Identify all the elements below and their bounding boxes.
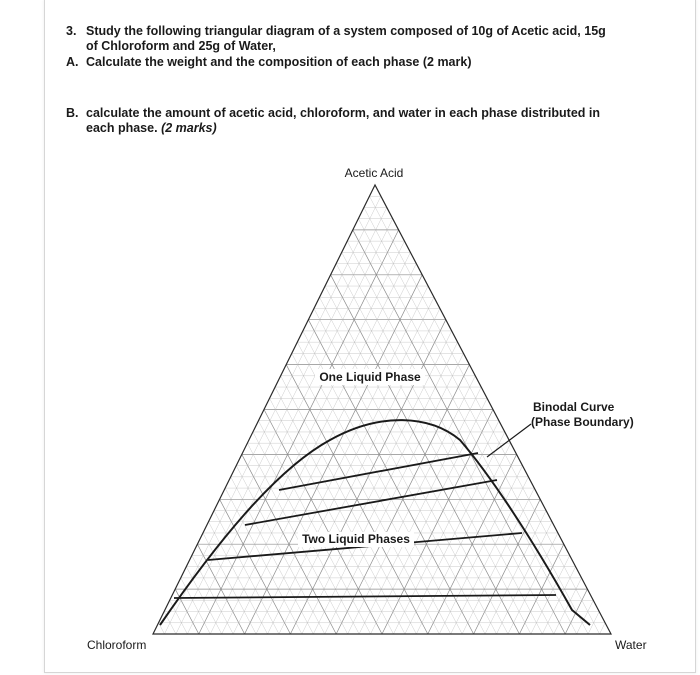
question-text-line2: of Chloroform and 25g of Water,	[86, 39, 276, 53]
tie-line-4	[174, 595, 556, 598]
grid-line	[256, 286, 428, 634]
grid-line	[258, 421, 370, 634]
grid-line	[600, 623, 606, 634]
grid-line	[347, 241, 554, 634]
grid-line	[314, 308, 485, 634]
part-b-text-line1: calculate the amount of acetic acid, chloroform, and water in each phase distributed in	[86, 106, 601, 120]
one-liquid-phase-label: One Liquid Phase	[319, 370, 421, 384]
grid-line	[279, 308, 440, 634]
grid-line	[485, 511, 546, 634]
right-vertex-label: Water	[615, 638, 647, 652]
grid-line	[393, 421, 498, 634]
binodal-curve-label: Binodal Curve	[533, 400, 615, 414]
part-a-letter: A.	[66, 55, 79, 69]
grid-line	[203, 533, 256, 634]
left-vertex-label: Chloroform	[87, 638, 147, 652]
tie-line-1	[279, 453, 478, 490]
binodal-leader-line	[487, 424, 531, 457]
question-text-line1: Study the following triangular diagram of a system composed of 10g of Acetic acid, 15g	[86, 24, 606, 38]
grid-line	[210, 241, 404, 634]
grid-line	[236, 466, 325, 634]
question-number: 3.	[66, 24, 77, 38]
part-a-text: Calculate the weight and the composition of each phase (2 mark)	[86, 55, 472, 69]
part-b-marks: (2 marks)	[161, 121, 217, 135]
grid-line	[336, 264, 531, 634]
grid-line	[439, 466, 522, 634]
grid-line	[462, 488, 534, 634]
part-b-letter: B.	[66, 106, 79, 120]
grid-line	[181, 578, 211, 634]
grid-line	[281, 376, 417, 634]
grid-line	[270, 398, 394, 634]
grid-line	[371, 398, 488, 634]
grid-line	[192, 555, 233, 634]
tie-line-2	[245, 480, 497, 525]
two-liquid-phases-label: Two Liquid Phases	[302, 532, 410, 546]
grid-line	[325, 286, 508, 634]
grid-line	[233, 264, 416, 634]
grid-line	[508, 533, 558, 634]
grid-line	[225, 488, 302, 634]
part-b-text-line2: each phase.	[86, 121, 158, 135]
apex-label: Acetic Acid	[344, 166, 404, 180]
grid-line	[164, 196, 380, 634]
phase-boundary-label: (Phase Boundary)	[531, 415, 634, 429]
binodal-curve	[160, 420, 590, 625]
